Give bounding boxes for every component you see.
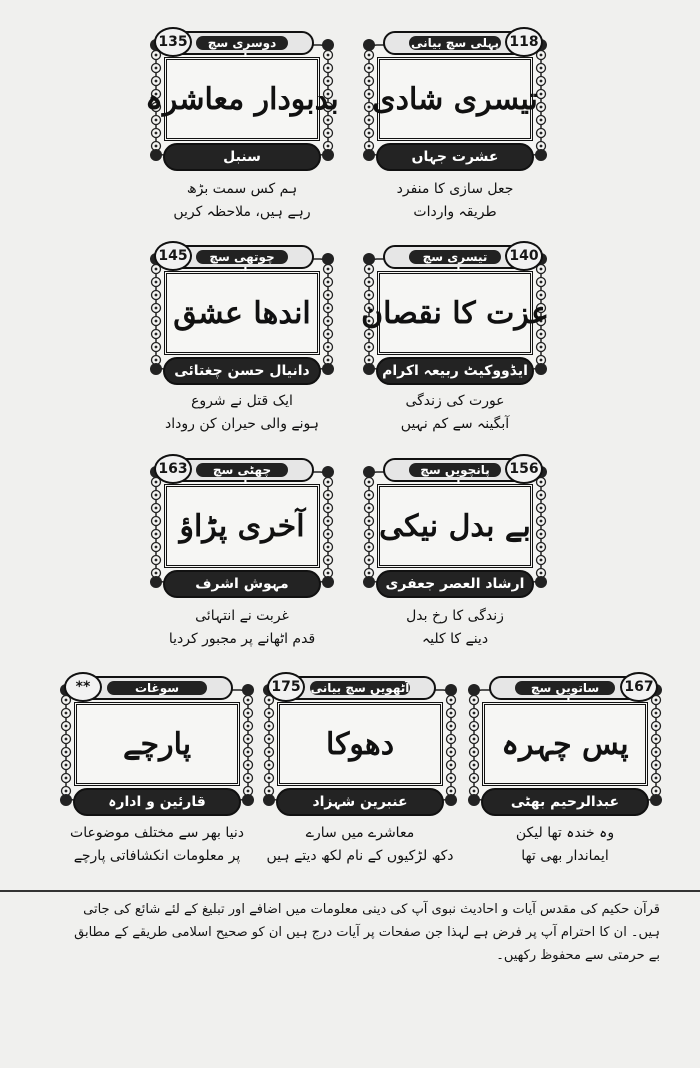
author-name: ایڈووکیٹ ربیعہ اکرام — [376, 357, 534, 385]
story-tag: آٹھویں سچ بیانی — [284, 676, 436, 700]
story-title: بدبودار معاشرہ — [145, 81, 339, 117]
desc-line: پر معلومات انکشافاتی پارچے — [73, 848, 241, 864]
story-description — [62, 822, 252, 868]
story-tag: ساتویں سچ — [489, 676, 641, 700]
story-title: آخری پڑاؤ — [179, 508, 305, 544]
page-number-badge: 156 — [505, 454, 543, 484]
title-frame — [482, 702, 648, 786]
page-number-badge: 175 — [267, 672, 305, 702]
page-number-badge: 145 — [154, 241, 192, 271]
story-description — [365, 605, 545, 651]
desc-line: ایک قتل نے شروع — [191, 393, 293, 409]
story-card[interactable] — [152, 458, 332, 598]
story-card[interactable] — [145, 31, 339, 171]
desc-line: جعل سازی کا منفرد — [396, 181, 514, 197]
desc-line: معاشرے میں سارے — [305, 825, 415, 841]
story-title: عزت کا نقصان — [361, 295, 549, 331]
page-number-badge: 163 — [154, 454, 192, 484]
author-name: دانیال حسن چغتائی — [163, 357, 321, 385]
story-title: دھوکا — [325, 726, 395, 762]
story-tag: چوتھی سچ — [170, 245, 314, 269]
story-tag: دوسری سچ — [170, 31, 314, 55]
story-title: بے بدل نیکی — [379, 508, 531, 544]
page-number-badge: 167 — [620, 672, 658, 702]
story-tag: چھٹی سچ — [170, 458, 314, 482]
story-tag: سوغات — [81, 676, 233, 700]
story-title: تیسری شادی — [372, 81, 538, 117]
story-description — [365, 390, 545, 436]
title-frame — [74, 702, 240, 786]
desc-line: دنیا بھر سے مختلف موضوعات — [70, 825, 244, 841]
title-frame — [164, 484, 320, 568]
story-title: پارچے — [122, 726, 192, 762]
desc-line: ایماندار بھی تھا — [521, 848, 609, 864]
desc-line: رہے ہیں، ملاحظہ کریں — [173, 204, 311, 220]
title-frame — [361, 271, 549, 355]
story-card[interactable] — [365, 31, 545, 171]
desc-line: وہ خندہ تھا لیکن — [515, 825, 615, 841]
title-frame — [164, 271, 320, 355]
story-card[interactable] — [62, 676, 252, 816]
author-name: قارئین و ادارہ — [73, 788, 240, 816]
story-card[interactable] — [365, 458, 545, 598]
story-description — [152, 178, 332, 224]
page-number-badge: 118 — [505, 27, 543, 57]
desc-line: ہونے والی حیران کن روداد — [165, 416, 319, 432]
story-card[interactable] — [470, 676, 660, 816]
title-frame — [377, 484, 533, 568]
footer-notice: قرآن حکیم کی مقدس آیات و احادیث نبوی آپ کی دینی معلومات میں اضافے اور تبلیغ کے لئے شائع کی جاتی ہیں۔ ان کا احترام آپ پر فرض ہے لہذا جن صفحات پر آیات درج ہیں ان کو صحیح اسلامی طریقے کے مطابق بے حرمتی سے محفوظ رکھیں۔ — [74, 902, 660, 963]
author-name: عشرت جہاں — [376, 143, 534, 171]
story-description — [265, 822, 455, 868]
author-name: سنبل — [163, 143, 321, 171]
section-divider — [0, 890, 700, 892]
desc-line: غربت نے انتہائی — [195, 608, 289, 624]
desc-line: آبگینہ سے کم نہیں — [400, 416, 510, 432]
story-description — [365, 178, 545, 224]
story-tag: پانچویں سچ — [383, 458, 527, 482]
story-description — [470, 822, 660, 868]
desc-line: زندگی کا رخ بدل — [406, 608, 504, 624]
title-frame — [372, 57, 538, 141]
story-card[interactable] — [265, 676, 455, 816]
desc-line: دکھ لڑکیوں کے نام لکھ دیتے ہیں — [266, 848, 454, 864]
story-description — [152, 390, 332, 436]
desc-line: ہم کس سمت بڑھ — [186, 181, 298, 197]
title-frame — [277, 702, 443, 786]
story-tag: پہلی سچ بیانی — [383, 31, 527, 55]
page-number-badge: ** — [64, 672, 102, 702]
story-title: پس چہرہ — [501, 726, 629, 762]
desc-line: طریقہ واردات — [413, 204, 497, 220]
page-number-badge: 140 — [505, 241, 543, 271]
author-name: عبدالرحیم بھٹی — [481, 788, 648, 816]
story-description — [152, 605, 332, 651]
title-frame — [145, 57, 339, 141]
page-number-badge: 135 — [154, 27, 192, 57]
story-card[interactable] — [152, 245, 332, 385]
desc-line: دینے کا کلیہ — [421, 631, 489, 647]
story-tag: تیسری سچ — [383, 245, 527, 269]
author-name: مہوش اشرف — [163, 570, 321, 598]
author-name: ارشاد العصر جعفری — [376, 570, 534, 598]
author-name: عنبرین شہزاد — [276, 788, 443, 816]
story-title: اندھا عشق — [173, 295, 311, 331]
desc-line: قدم اٹھانے پر مجبور کردیا — [168, 631, 316, 647]
story-card[interactable] — [361, 245, 549, 385]
desc-line: عورت کی زندگی — [405, 393, 505, 409]
